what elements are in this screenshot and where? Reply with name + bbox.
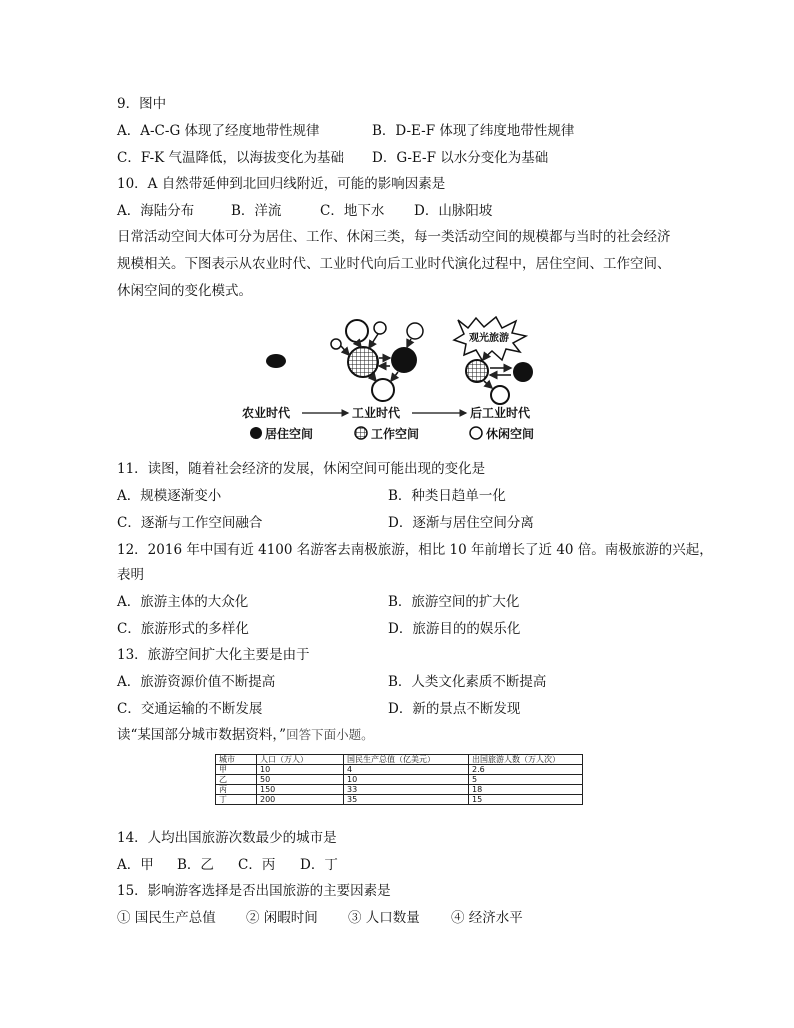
activity-space-diagram <box>240 316 560 451</box>
industrial-work-circle <box>348 347 378 377</box>
table-header-cell: 城市 <box>216 755 257 765</box>
table-header-cell: 出国旅游人数（万人次） <box>469 755 583 765</box>
table-cell: 4 <box>344 765 469 775</box>
table-cell: 15 <box>469 795 583 805</box>
table-cell: 2.6 <box>469 765 583 775</box>
table-row <box>216 765 583 775</box>
q9-stem: 9．图中 <box>117 96 167 112</box>
q11-option-d: D．逐渐与居住空间分离 <box>388 515 534 531</box>
intro-line-1: 日常活动空间大体可分为居住、工作、休闲三类，每一类活动空间的规模都与当时的社会经济 <box>117 229 671 245</box>
intro-paragraph <box>117 224 687 305</box>
q10-option-b: B．洋流 <box>231 203 282 219</box>
industrial-leisure-circle-top-right <box>407 323 423 339</box>
table-header-cell: 人口（万人） <box>257 755 344 765</box>
q10-option-a: A．海陆分布 <box>117 203 195 219</box>
q13-option-a: A．旅游资源价值不断提高 <box>117 674 276 690</box>
q15-option-4: ④ 经济水平 <box>451 910 523 926</box>
q13-stem: 13．旅游空间扩大化主要是由于 <box>117 647 310 663</box>
table-cell: 10 <box>344 775 469 785</box>
q12-stem-line-1: 12．2016 年中国有近 4100 名游客去南极旅游，相比 10 年前增长了近 40 倍。南极旅游的兴起， <box>117 542 713 558</box>
q14-option-a: A．甲 <box>117 857 154 873</box>
era-industrial: 工业时代 <box>352 406 401 420</box>
table-cell: 33 <box>344 785 469 795</box>
legend-leisure-swatch <box>470 427 482 439</box>
q11-option-a: A．规模逐渐变小 <box>117 488 222 504</box>
table-header-row <box>216 755 583 765</box>
table-cell: 150 <box>257 785 344 795</box>
table-cell: 丁 <box>216 795 257 805</box>
legend-leisure-label: 休闲空间 <box>486 427 535 441</box>
q12-option-d: D．旅游目的的娱乐化 <box>388 621 521 637</box>
q10-option-c: C．地下水 <box>320 203 385 219</box>
table-header-cell: 国民生产总值（亿美元） <box>344 755 469 765</box>
q11-option-b: B．种类日趋单一化 <box>388 488 506 504</box>
q9-option-c: C．F-K 气温降低，以海拔变化为基础 <box>117 150 345 166</box>
read-prompt-tail: 回答下面小题。 <box>286 727 374 742</box>
table-cell: 200 <box>257 795 344 805</box>
q9-option-d: D．G-E-F 以水分变化为基础 <box>372 150 549 166</box>
q15-option-1: ① 国民生产总值 <box>117 910 216 926</box>
q15-stem: 15．影响游客选择是否出国旅游的主要因素是 <box>117 883 391 899</box>
legend-work-swatch <box>355 427 367 439</box>
q14-option-c: C．丙 <box>238 857 276 873</box>
q10-stem: 10．A 自然带延伸到北回归线附近，可能的影响因素是 <box>117 176 446 192</box>
q12-option-a: A．旅游主体的大众化 <box>117 594 249 610</box>
q11-stem: 11．读图，随着社会经济的发展，休闲空间可能出现的变化是 <box>117 461 486 477</box>
industrial-leisure-circle-bottom <box>372 379 394 401</box>
industrial-leisure-circle-top-mid <box>374 322 386 334</box>
industrial-leisure-circle-left <box>331 339 341 349</box>
table-cell: 甲 <box>216 765 257 775</box>
q12-option-b: B．旅游空间的扩大化 <box>388 594 520 610</box>
table-cell: 35 <box>344 795 469 805</box>
table-row <box>216 775 583 785</box>
era-post-industrial: 后工业时代 <box>470 406 531 420</box>
city-data-table <box>215 754 583 805</box>
q12-option-c: C．旅游形式的多样化 <box>117 621 249 637</box>
table-cell: 18 <box>469 785 583 795</box>
legend-residence-swatch <box>250 427 262 439</box>
q13-option-d: D．新的景点不断发现 <box>388 701 521 717</box>
q14-stem: 14．人均出国旅游次数最少的城市是 <box>117 830 337 846</box>
table-cell: 10 <box>257 765 344 775</box>
q10-option-d: D．山脉阳坡 <box>414 203 493 219</box>
table-row <box>216 785 583 795</box>
q12-stem-line-2: 表明 <box>117 567 144 583</box>
table-cell: 50 <box>257 775 344 785</box>
era-agricultural: 农业时代 <box>242 406 291 420</box>
q14-option-b: B．乙 <box>177 857 214 873</box>
q13-option-b: B．人类文化素质不断提高 <box>388 674 547 690</box>
legend-work-label: 工作空间 <box>371 427 420 441</box>
agricultural-residence-blob <box>266 354 286 368</box>
table-cell: 丙 <box>216 785 257 795</box>
post-industrial-cluster <box>454 317 533 404</box>
post-industrial-leisure-circle <box>491 386 509 404</box>
table-cell: 乙 <box>216 775 257 785</box>
post-industrial-work-circle <box>466 360 488 382</box>
q15-option-2: ② 闲暇时间 <box>246 910 318 926</box>
intro-line-2: 规模相关。下图表示从农业时代、工业时代向后工业时代演化过程中，居住空间、工作空间、 <box>117 256 671 272</box>
q15-option-3: ③ 人口数量 <box>348 910 420 926</box>
read-prompt-main: 读“某国部分城市数据资料，” <box>117 727 287 743</box>
industrial-leisure-circle-top-left <box>346 320 368 342</box>
legend-residence-label: 居住空间 <box>265 427 314 441</box>
post-industrial-residence-circle <box>513 362 533 382</box>
read-prompt <box>117 726 374 744</box>
q14-option-d: D．丁 <box>300 857 338 873</box>
burst-label: 观光旅游 <box>469 333 509 344</box>
q11-option-c: C．逐渐与工作空间融合 <box>117 515 263 531</box>
q13-option-c: C．交通运输的不断发展 <box>117 701 263 717</box>
industrial-era-cluster <box>331 320 423 401</box>
table-row <box>216 795 583 805</box>
table-cell: 5 <box>469 775 583 785</box>
q9-option-a: A．A-C-G 体现了经度地带性规律 <box>117 123 320 139</box>
intro-line-3: 休闲空间的变化模式。 <box>117 283 252 299</box>
q9-option-b: B．D-E-F 体现了纬度地带性规律 <box>372 123 575 139</box>
industrial-residence-circle <box>391 347 417 373</box>
